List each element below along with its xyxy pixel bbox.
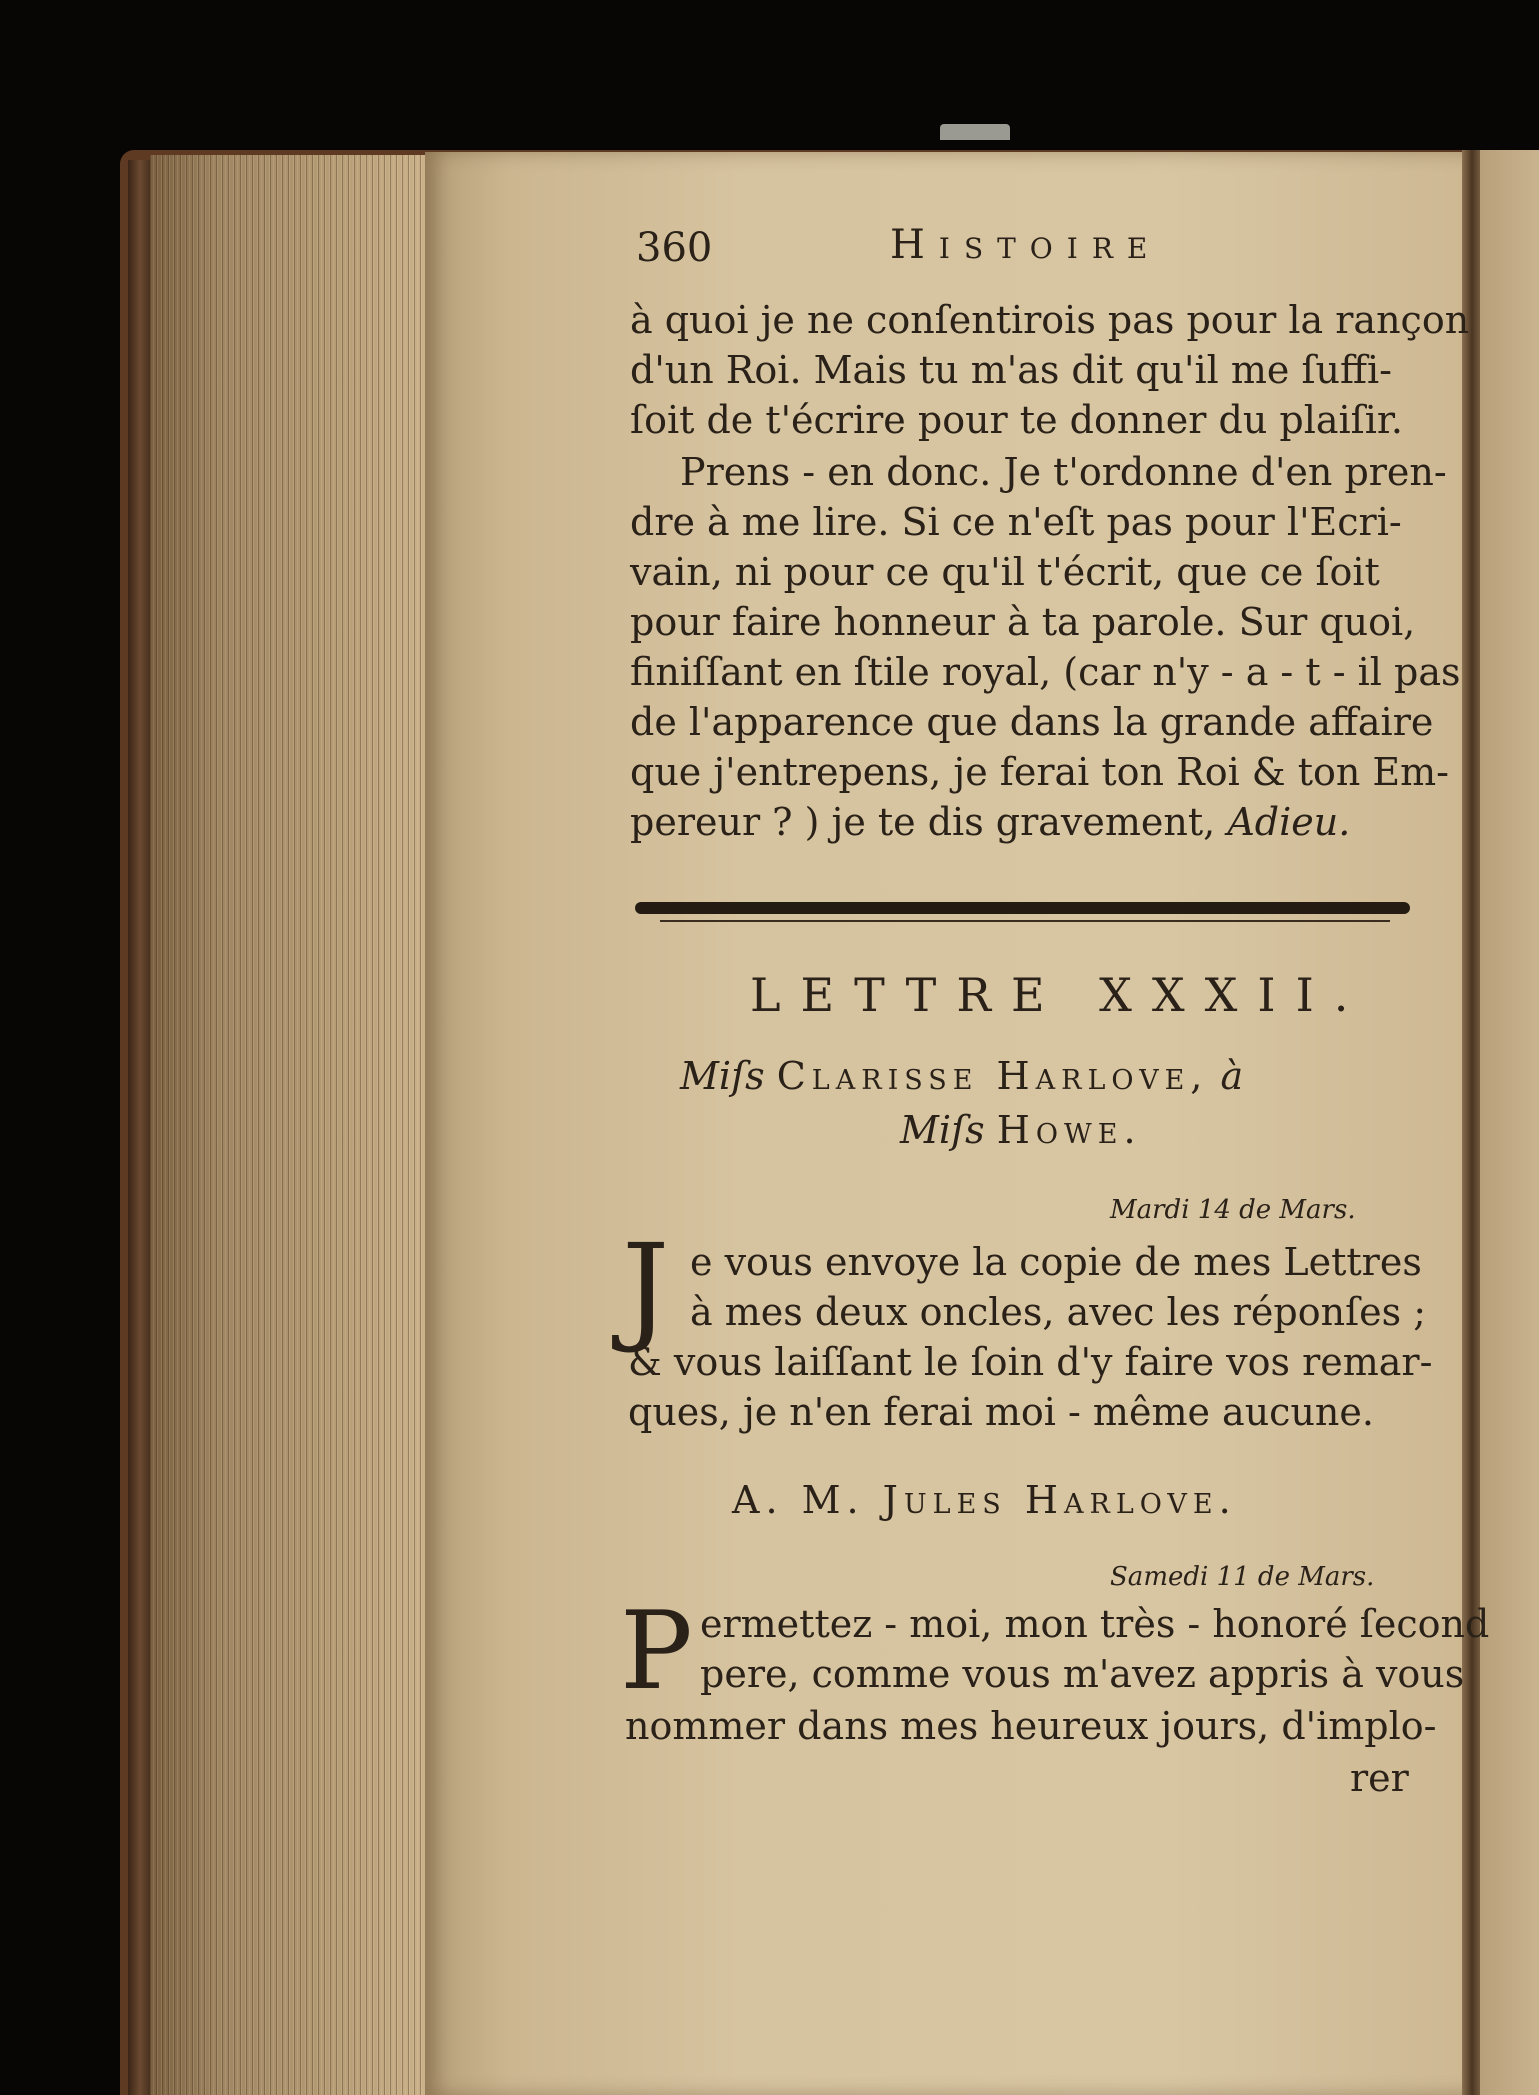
text-line: finiſſant en ſtile royal, (car n'y - a - t - il pas (630, 650, 1461, 694)
text-line: & vous laiſſant le ſoin d'y faire vos remar- (628, 1340, 1433, 1384)
text-line: Prens - en donc. Je t'ordonne d'en pren- (680, 450, 1447, 494)
section-rule-thin (660, 920, 1390, 922)
text-line: de l'apparence que dans la grande affaire (630, 700, 1434, 744)
bookmark-tab (940, 124, 1010, 140)
sender-name: Clarisse Harlove, (776, 1054, 1209, 1098)
miss-abbrev: Miſs (900, 1108, 985, 1152)
text-line: à quoi je ne conſentirois pas pour la rançon (630, 298, 1470, 342)
text-line: ques, je n'en ferai moi - même aucune. (628, 1390, 1374, 1434)
text-line: à mes deux oncles, avec les réponſes ; (690, 1290, 1427, 1334)
page-edges (150, 155, 435, 2095)
drop-cap: P (620, 1589, 693, 1714)
miss-abbrev: Miſs (680, 1054, 765, 1098)
recipient-name: Howe. (996, 1108, 1142, 1152)
text-line: d'un Roi. Mais tu m'as dit qu'il me ſuffi- (630, 348, 1393, 392)
text-line: nommer dans mes heureux jours, d'implo- (625, 1704, 1437, 1748)
page-number: 360 (636, 225, 713, 271)
drop-cap: J (622, 1218, 670, 1356)
catchword: rer (1350, 1756, 1409, 1800)
letter-heading: LETTRE XXXII. (750, 968, 1369, 1022)
text-line: pour faire honneur à ta parole. Sur quoi, (630, 600, 1416, 644)
text-line: pere, comme vous m'avez appris à vous (700, 1652, 1465, 1696)
adieu-word: Adieu. (1227, 800, 1351, 844)
from-line (680, 1054, 1243, 1098)
text-line: e vous envoye la copie de mes Lettres (690, 1240, 1422, 1284)
text-line: vain, ni pour ce qu'il t'écrit, que ce ſoit (630, 550, 1380, 594)
facing-page-edge (1480, 150, 1539, 2095)
letter-date: Mardi 14 de Mars. (1110, 1195, 1356, 1225)
text-line: ermettez - moi, mon très - honoré ſecond (700, 1602, 1490, 1646)
running-title: Histoire (890, 222, 1162, 268)
letter-date: Samedi 11 de Mars. (1110, 1562, 1375, 1592)
page-gutter (1462, 150, 1482, 2095)
text-line (630, 800, 1350, 844)
section-rule (635, 902, 1410, 914)
text-line: dre à me lire. Si ce n'eſt pas pour l'Ecri- (630, 500, 1402, 544)
to-line (900, 1108, 1142, 1152)
text-line: que j'entrepens, je ferai ton Roi & ton Em- (630, 750, 1450, 794)
to-word: à (1220, 1054, 1244, 1098)
text-line: ſoit de t'écrire pour te donner du plaiſir. (630, 398, 1403, 442)
text-fragment: pereur ? ) je te dis gravement, (630, 800, 1216, 844)
address-line: A. M. Jules Harlove. (732, 1478, 1237, 1522)
